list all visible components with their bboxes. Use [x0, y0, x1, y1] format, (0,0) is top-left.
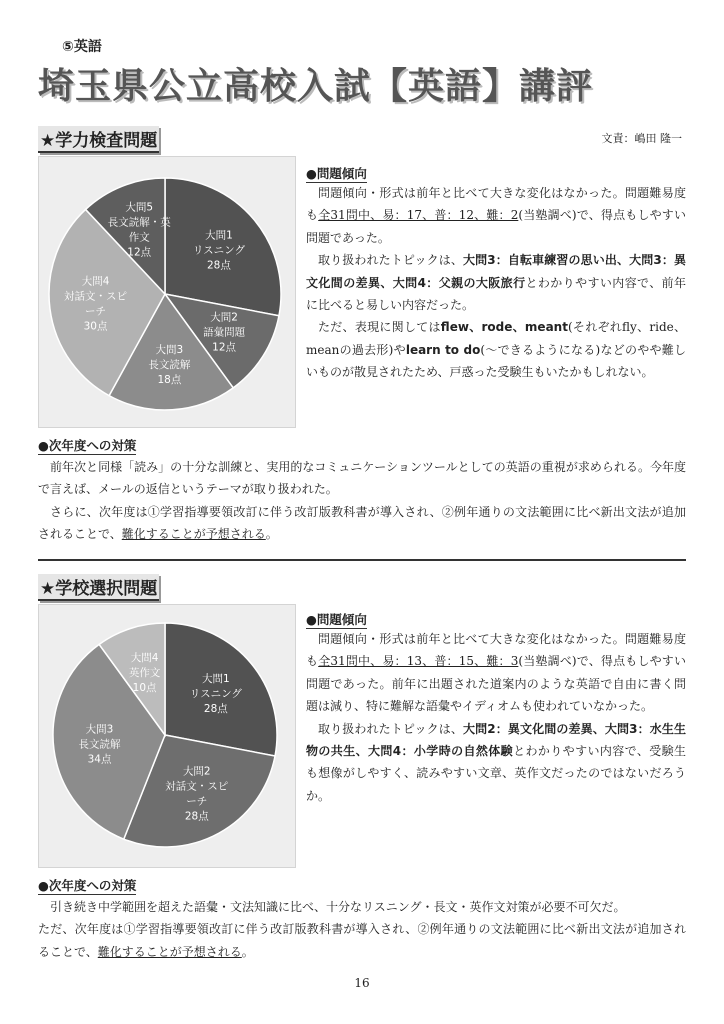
next-text-1: 前年次と同様「読み」の十分な訓練と、実用的なコミュニケーションツールとしての英語の重視が求められる。今年度で言えば、メールの返信というテーマが取り扱われた。 さらに、次年度は①学習指導要領改訂に伴う改訂版教科書が導入され、②例年通りの文法範囲に比べ新出文法が追加されることで、難化することが予想される。: [38, 460, 686, 542]
pie-chart-gakkou-svg: [39, 605, 295, 867]
subject-tag: ⑤英語: [62, 39, 102, 55]
pie-label-4: 大問4 対話文・スピーチ 30点: [64, 275, 128, 333]
trend-text-1: 問題傾向・形式は前年と比べて大きな変化はなかった。問題難易度も全31問中、易：17、普：12、難：2(当塾調べ)で、得点もしやすい問題であった。 取り扱われたトピックは、大問3：自転車練習の思い出、大問3：異文化間の差異、大問4：父親の大阪旅行とわかりやすい内容で、前年に比べると易しい内容だった。 ただ、表現に関してはflew、rode、meant(それぞれfly、ride、meanの過去形)やlearn to do(～できるようになる)などのやや難しいものが散見されたため、戸惑った受験生もいたかもしれない。: [306, 186, 687, 380]
pie-label-1: 大問1 リスニング 28点: [192, 229, 245, 272]
trend-heading-1: ●問題傾向: [306, 166, 367, 181]
pie-label-1: 大問1 リスニング 28点: [189, 672, 242, 715]
pie-label-4: 大問4 英作文 10点: [128, 652, 161, 695]
pie-chart-gakkou: [38, 604, 296, 868]
next-heading-1: ●次年度への対策: [38, 438, 137, 453]
pie-label-2: 大問2 対話文・スピーチ 28点: [165, 765, 229, 823]
page-title: 埼玉県公立高校入試【英語】講評: [38, 66, 594, 107]
section-heading-gakuryoku: ★学力検査問題: [38, 126, 159, 153]
section-heading-gakkou: ★学校選択問題: [38, 574, 159, 601]
next-heading-2: ●次年度への対策: [38, 878, 137, 893]
pie-chart-gakuryoku-svg: [39, 157, 295, 427]
pie-label-5: 大問5 長文読解・英作文 12点: [107, 201, 171, 259]
pie-label-2: 大問2 語彙問題 12点: [203, 311, 246, 354]
section-divider: [38, 559, 686, 561]
pie-label-3: 大問3 長文読解 18点: [148, 343, 191, 386]
pie-chart-gakuryoku: [38, 156, 296, 428]
pie-label-3: 大問3 長文読解 34点: [78, 723, 121, 766]
next-text-2: 引き続き中学範囲を超えた語彙・文法知識に比べ、十分なリスニング・長文・英作文対策が必要不可欠だ。 ただ、次年度は①学習指導要領改訂に伴う改訂版教科書が導入され、②例年通りの文法範囲に比べ新出文法が追加されることで、難化することが予想される。: [38, 900, 686, 959]
trend-heading-2: ●問題傾向: [306, 612, 367, 627]
page-number: 16: [354, 976, 370, 990]
trend-text-2: 問題傾向・形式は前年と比べて大きな変化はなかった。問題難易度も全31問中、易：13、普：15、難：3(当塾調べ)で、得点もしやすい問題であった。前年に出題された道案内のような英語で自由に書く問題は減り、特に難解な語彙やイディオムも使われていなかった。 取り扱われたトピックは、大問2：異文化間の差異、大問3：水生生物の共生、大問4：小学時の自然体験とわかりやすい内容で、受験生も想像がしやすく、読みやすい文章、英作文だったのではないだろうか。: [306, 632, 687, 803]
author: 文責：嶋田 隆一: [601, 132, 682, 145]
